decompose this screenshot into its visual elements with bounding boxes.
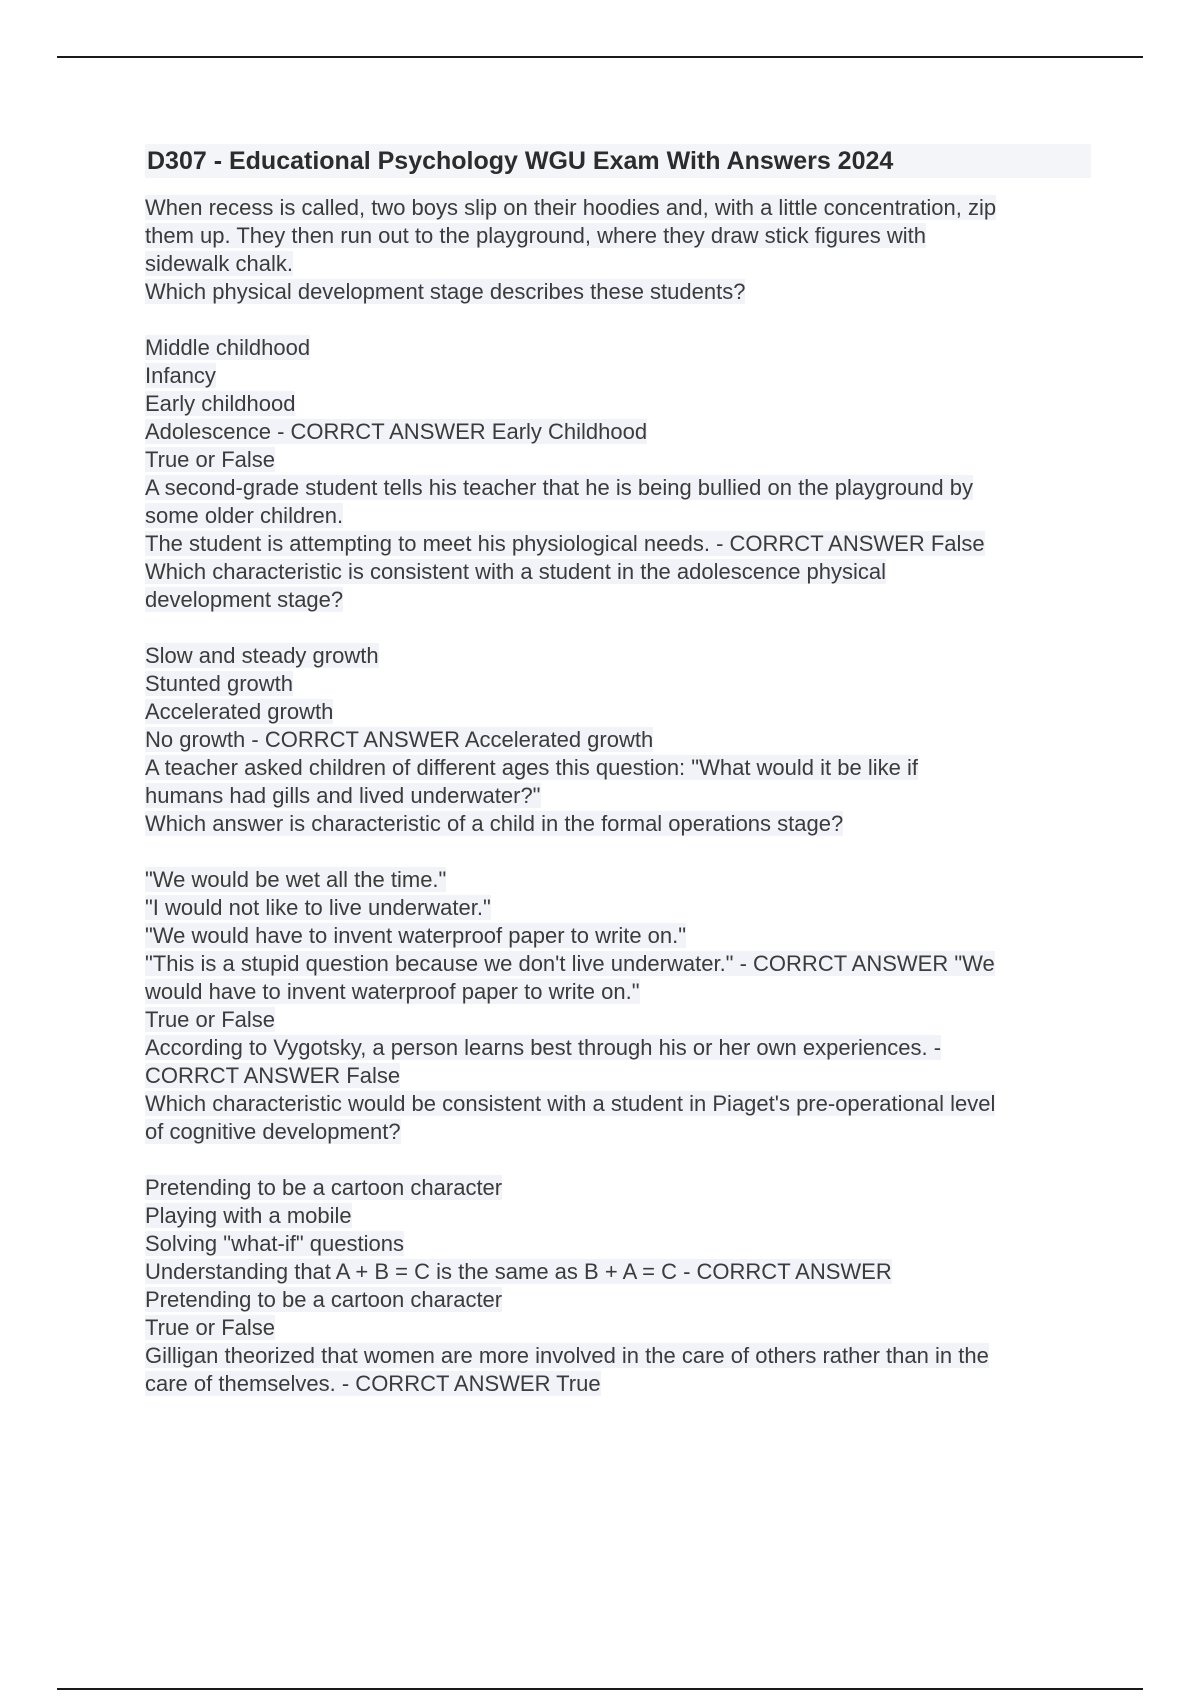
paragraph-gap — [145, 306, 1091, 334]
text-line-content: some older children. — [145, 503, 344, 528]
text-line — [145, 502, 1091, 530]
text-line-content: True or False — [145, 447, 276, 472]
text-line-content: "I would not like to live underwater." — [145, 895, 491, 920]
text-line — [145, 782, 1091, 810]
document-title: D307 - Educational Psychology WGU Exam With Answers 2024 — [145, 144, 1091, 178]
text-line-content: Stunted growth — [145, 671, 293, 696]
text-line — [145, 278, 1091, 306]
text-line-content: sidewalk chalk. — [145, 251, 293, 276]
text-line-content: Middle childhood — [145, 335, 311, 360]
text-line-content: According to Vygotsky, a person learns best through his or her own experiences. - — [145, 1035, 942, 1060]
text-line-content: Which characteristic is consistent with a student in the adolescence physical — [145, 559, 887, 584]
text-line — [145, 1174, 1091, 1202]
text-line — [145, 642, 1091, 670]
text-line-content: A second-grade student tells his teacher that he is being bullied on the playground by — [145, 475, 973, 500]
text-line-content: Which characteristic would be consistent with a student in Piaget's pre-operational level — [145, 1091, 996, 1116]
text-line — [145, 1034, 1091, 1062]
text-line — [145, 1118, 1091, 1146]
text-line — [145, 978, 1091, 1006]
text-line — [145, 1370, 1091, 1398]
text-line — [145, 754, 1091, 782]
text-line-content: "We would have to invent waterproof paper to write on." — [145, 923, 687, 948]
text-line — [145, 726, 1091, 754]
text-line — [145, 530, 1091, 558]
text-line-content: development stage? — [145, 587, 344, 612]
text-line-content: CORRCT ANSWER False — [145, 1063, 401, 1088]
text-line-content: "This is a stupid question because we don't live underwater." - CORRCT ANSWER "We — [145, 951, 995, 976]
text-line — [145, 1258, 1091, 1286]
text-line — [145, 474, 1091, 502]
text-line — [145, 222, 1091, 250]
text-line — [145, 1202, 1091, 1230]
text-line — [145, 194, 1091, 222]
text-line-content: Playing with a mobile — [145, 1203, 352, 1228]
text-line — [145, 446, 1091, 474]
text-line — [145, 1090, 1091, 1118]
text-line-content: Pretending to be a cartoon character — [145, 1175, 503, 1200]
text-line — [145, 810, 1091, 838]
text-line — [145, 390, 1091, 418]
text-line — [145, 586, 1091, 614]
text-line-content: The student is attempting to meet his physiological needs. - CORRCT ANSWER False — [145, 531, 985, 556]
text-line — [145, 1230, 1091, 1258]
text-line — [145, 922, 1091, 950]
text-line-content: Infancy — [145, 363, 216, 388]
paragraph-gap — [145, 838, 1091, 866]
text-line-content: would have to invent waterproof paper to write on." — [145, 979, 640, 1004]
text-line — [145, 250, 1091, 278]
text-line-content: Pretending to be a cartoon character — [145, 1287, 503, 1312]
text-line-content: them up. They then run out to the playground, where they draw stick figures with — [145, 223, 927, 248]
text-line — [145, 558, 1091, 586]
text-line — [145, 866, 1091, 894]
text-line-content: Which physical development stage describes these students? — [145, 279, 746, 304]
text-line — [145, 1286, 1091, 1314]
document-body — [145, 144, 1091, 1398]
text-line-content: When recess is called, two boys slip on their hoodies and, with a little concentration, zip — [145, 195, 997, 220]
text-line — [145, 1342, 1091, 1370]
text-line — [145, 362, 1091, 390]
text-line-content: No growth - CORRCT ANSWER Accelerated growth — [145, 727, 654, 752]
text-line — [145, 334, 1091, 362]
text-line-content: True or False — [145, 1315, 276, 1340]
paragraph-gap — [145, 1146, 1091, 1174]
paragraph-gap — [145, 614, 1091, 642]
document-text — [145, 194, 1091, 1398]
text-line-content: care of themselves. - CORRCT ANSWER True — [145, 1371, 601, 1396]
text-line-content: Slow and steady growth — [145, 643, 379, 668]
text-line-content: A teacher asked children of different ages this question: "What would it be like if — [145, 755, 918, 780]
text-line — [145, 418, 1091, 446]
text-line — [145, 950, 1091, 978]
text-line-content: Understanding that A + B = C is the same as B + A = C - CORRCT ANSWER — [145, 1259, 892, 1284]
text-line — [145, 1006, 1091, 1034]
text-line-content: Early childhood — [145, 391, 296, 416]
text-line — [145, 698, 1091, 726]
text-line-content: humans had gills and lived underwater?" — [145, 783, 541, 808]
text-line-content: Which answer is characteristic of a child in the formal operations stage? — [145, 811, 844, 836]
text-line-content: Accelerated growth — [145, 699, 334, 724]
text-line-content: Gilligan theorized that women are more involved in the care of others rather than in the — [145, 1343, 989, 1368]
top-divider — [57, 56, 1143, 58]
text-line-content: of cognitive development? — [145, 1119, 401, 1144]
text-line — [145, 894, 1091, 922]
text-line-content: Solving "what-if" questions — [145, 1231, 404, 1256]
text-line — [145, 1062, 1091, 1090]
text-line-content: Adolescence - CORRCT ANSWER Early Childhood — [145, 419, 648, 444]
text-line — [145, 670, 1091, 698]
bottom-divider — [57, 1688, 1143, 1690]
text-line — [145, 1314, 1091, 1342]
text-line-content: "We would be wet all the time." — [145, 867, 447, 892]
text-line-content: True or False — [145, 1007, 276, 1032]
